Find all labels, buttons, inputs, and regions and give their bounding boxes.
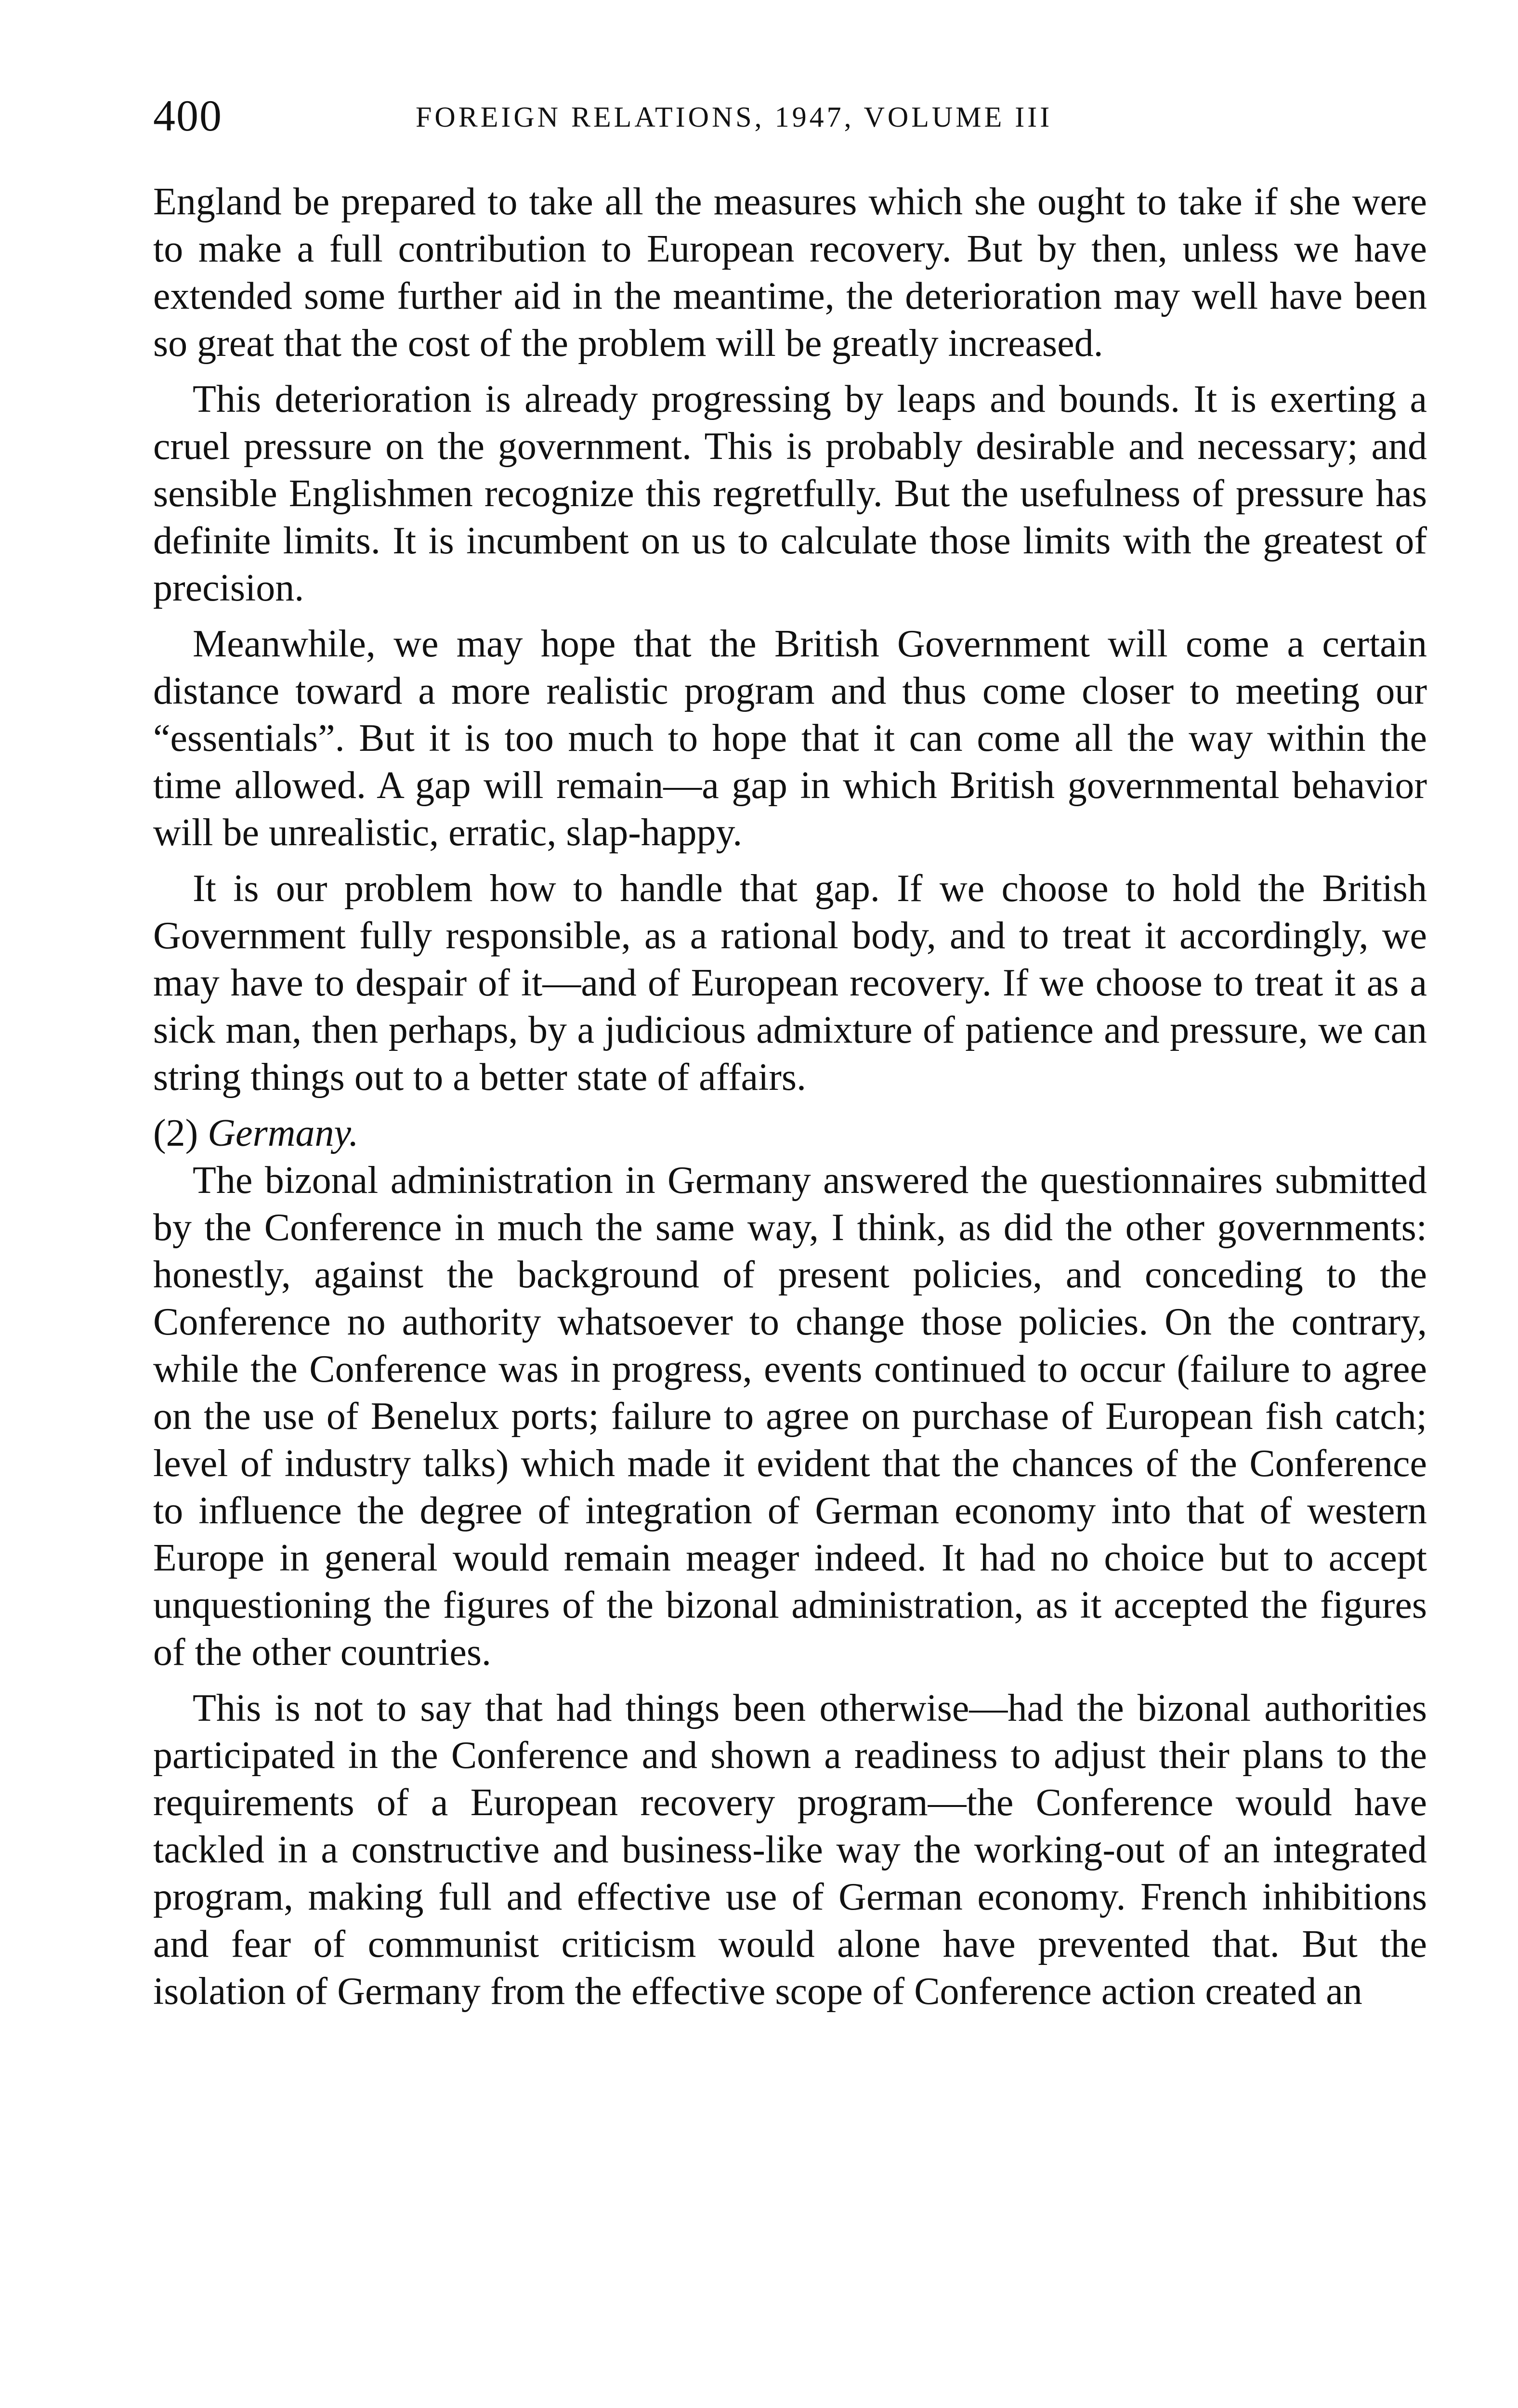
- section-heading-germany: [153, 1110, 1427, 1157]
- paragraph-continuation: England be prepared to take all the measures which she ought to take if she were to make a full contribution to European recovery. But by then, unless we have extended some further aid in the meantime, the deterioration may well have been so great that the cost of the problem will be greatly increased.: [153, 181, 1427, 365]
- body-text: [153, 178, 1427, 2015]
- paragraph: The bizonal administration in Germany answered the questionnaires submitted by the Conference in much the same way, I think, as did the other governments: honestly, against the background of present policies, and conceding to the Conference no authority whatsoever to change those policies. On the contrary, while the Conference was in progress, events continued to occur (failure to agree on the use of Benelux ports; failure to agree on purchase of European fish catch; level of industry talks) which made it evident that the chances of the Conference to influence the degree of integration of German economy into that of western Europe in general would remain meager indeed. It had no choice but to accept unquestioning the figures of the bizonal administration, as it accepted the figures of the other countries.: [153, 1159, 1427, 1674]
- paragraph: This is not to say that had things been otherwise—had the bizonal authorities participated in the Conference and shown a readiness to adjust their plans to the requirements of a European recovery program—the Conference would have tackled in a constructive and business-like way the working-out of an integrated program, making full and effective use of German economy. French inhibitions and fear of communist criticism would alone have prevented that. But the isolation of Germany from the effective scope of Conference action created an: [153, 1687, 1427, 2013]
- paragraph: This deterioration is already progressing by leaps and bounds. It is exerting a cruel pressure on the government. This is probably desirable and necessary; and sensible Englishmen recognize this regretfully. But the usefulness of pressure has definite limits. It is incumbent on us to calculate those limits with the greatest of precision.: [153, 378, 1427, 609]
- running-head: [153, 89, 1427, 147]
- page-number: 400: [153, 91, 222, 140]
- paragraph: Meanwhile, we may hope that the British Government will come a certain distance toward a more realistic program and thus come closer to meeting our “essentials”. But it is too much to hope that it can come all the way within the time allowed. A gap will remain—a gap in which British governmental behavior will be unrealistic, erratic, slap-happy.: [153, 623, 1427, 854]
- running-head-title: FOREIGN RELATIONS, 1947, VOLUME III: [416, 101, 1053, 133]
- paragraph: It is our problem how to handle that gap. If we choose to hold the British Government fully responsible, as a rational body, and to treat it accordingly, we may have to despair of it—and of European recovery. If we choose to treat it as a sick man, then perhaps, by a judicious admixture of patience and pressure, we can string things out to a better state of affairs.: [153, 867, 1427, 1099]
- section-title: Germany.: [208, 1112, 359, 1154]
- section-number: (2): [153, 1112, 198, 1154]
